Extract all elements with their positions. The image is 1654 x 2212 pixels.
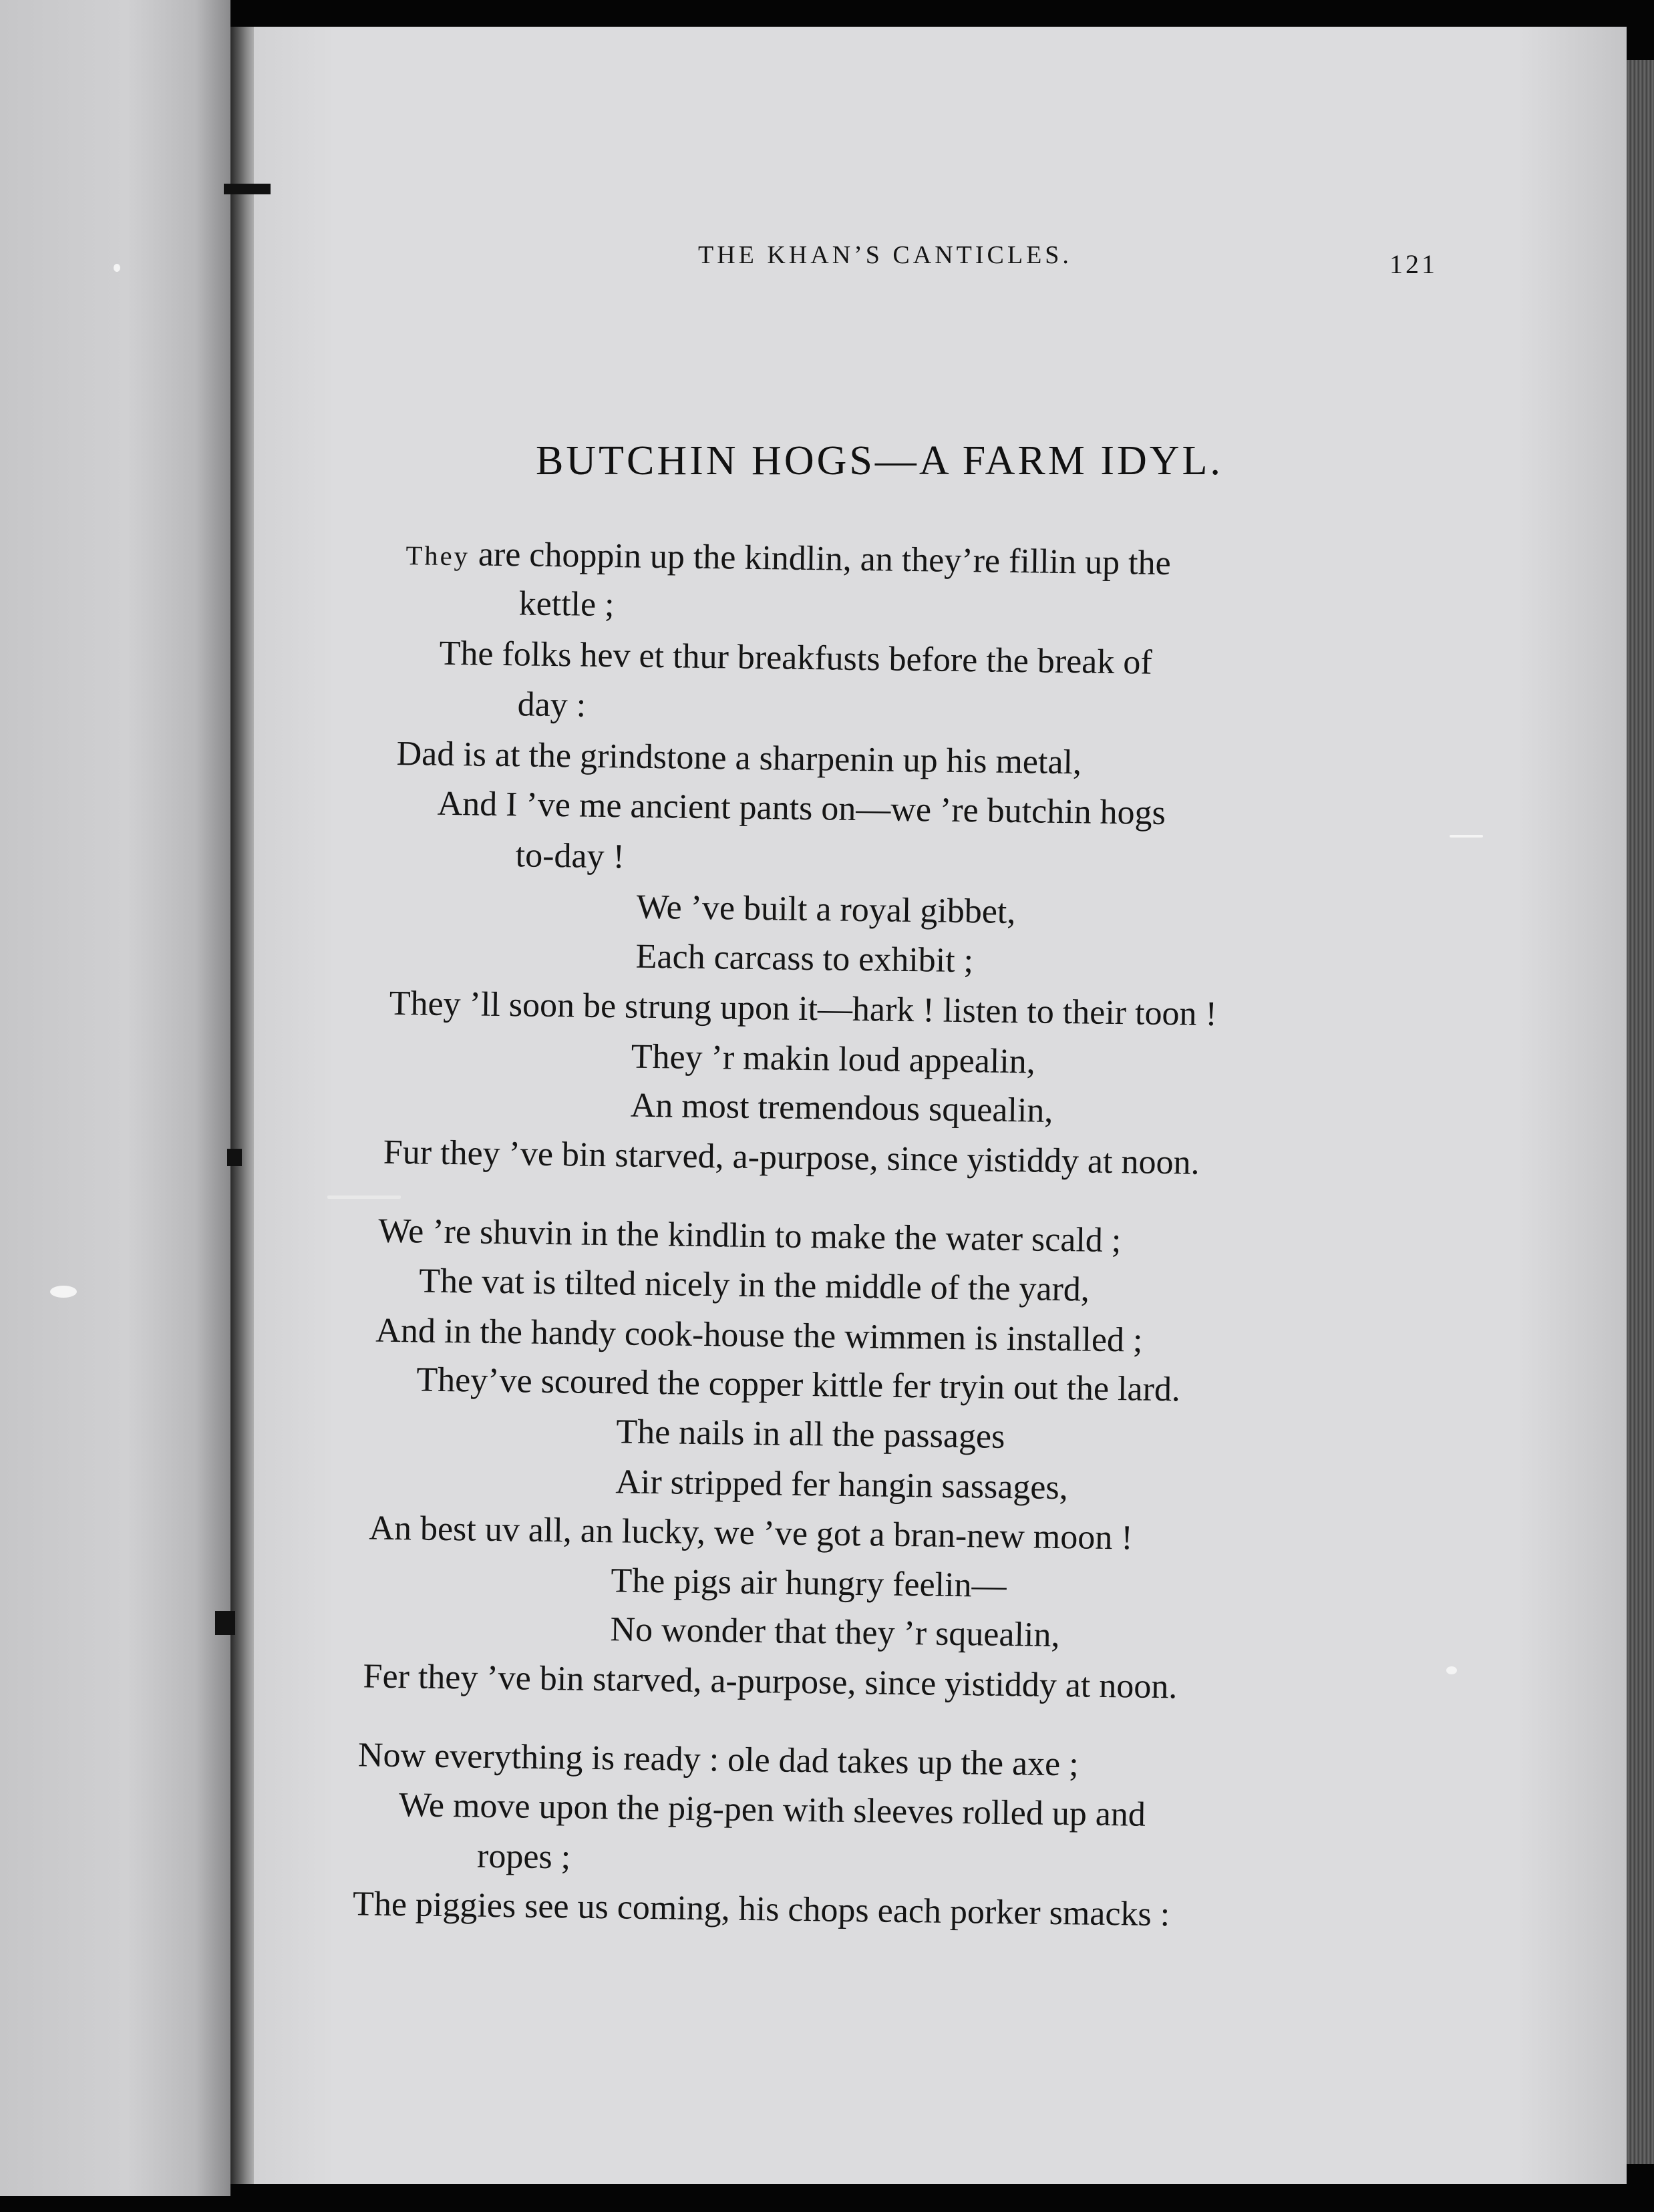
poem-line: We ’ve built a royal gibbet,: [636, 888, 1016, 932]
poem-line: And I ’ve me ancient pants on—we ’re butchin hogs: [437, 784, 1166, 833]
poem-line: day :: [517, 685, 587, 725]
poem-line: Fer they ’ve bin starved, a-purpose, since yistiddy at noon.: [363, 1657, 1178, 1706]
page-number: 121: [1389, 249, 1438, 279]
poem-line: They ’r makin loud appealin,: [631, 1037, 1036, 1081]
running-head: THE KHAN’S CANTICLES.: [698, 241, 1072, 269]
poem-line: We move upon the pig-pen with sleeves rolled up and: [398, 1786, 1146, 1834]
poem-title: BUTCHIN HOGS—A FARM IDYL.: [536, 438, 1223, 484]
poem-line: The pigs air hungry feelin—: [611, 1561, 1007, 1605]
poem-line: The folks hev et thur breakfusts before the break of: [439, 634, 1153, 682]
poem-line: kettle ;: [518, 584, 615, 624]
poem-line: The piggies see us coming, his chops each porker smacks :: [352, 1885, 1170, 1934]
poem-line: Now everything is ready : ole dad takes up the axe ;: [357, 1736, 1080, 1784]
poem-line: No wonder that they ’r squealin,: [610, 1610, 1060, 1655]
small-caps-first-word: They: [405, 540, 470, 572]
poem-line: The vat is tilted nicely in the middle of the yard,: [418, 1262, 1090, 1309]
poem-line: Fur they ’ve bin starved, a-purpose, since yistiddy at noon.: [383, 1133, 1200, 1182]
poem-line: ropes ;: [476, 1837, 571, 1877]
poem-line: Each carcass to exhibit ;: [635, 937, 974, 980]
poem-line: An best uv all, an lucky, we ’ve got a bran-new moon !: [369, 1509, 1133, 1557]
poem-line: to-day !: [515, 836, 625, 876]
poem-line: The nails in all the passages: [616, 1413, 1005, 1456]
poem-line: They ’ll soon be strung upon it—hark ! listen to their toon !: [389, 984, 1218, 1034]
poem-line: And in the handy cook-house the wimmen is installed ;: [375, 1311, 1143, 1360]
poem-line: Air stripped fer hangin sassages,: [615, 1463, 1069, 1507]
poem-line: They’ve scoured the copper kittle fer tryin out the lard.: [416, 1360, 1181, 1409]
poem-line: We ’re shuvin in the kindlin to make the water scald ;: [377, 1212, 1122, 1260]
poem-line: Dad is at the grindstone a sharpenin up his metal,: [396, 734, 1082, 782]
poem-line: They are choppin up the kindlin, an they’re fillin up the: [405, 535, 1172, 583]
poem-line: An most tremendous squealin,: [630, 1086, 1053, 1130]
